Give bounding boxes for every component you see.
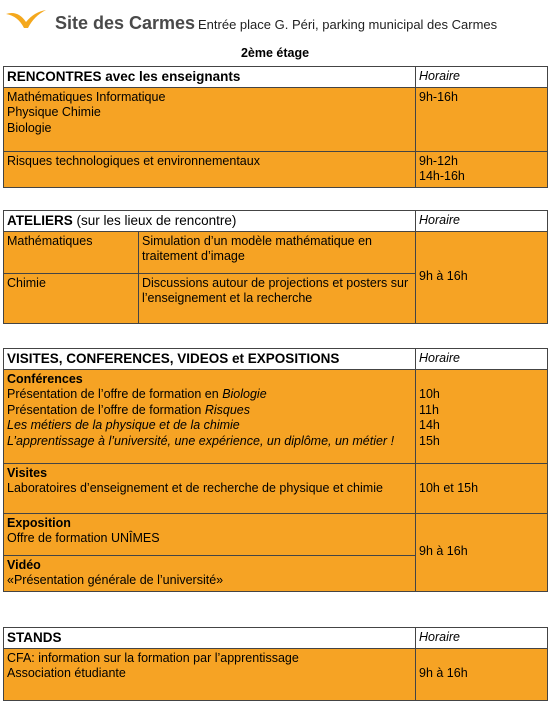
conference-text: Présentation de l’offre de formation (7, 402, 205, 417)
time-value: 14h-16h (419, 169, 465, 183)
ateliers-table (3, 210, 548, 324)
stand-item: CFA: information sur la formation par l’apprentissage (7, 650, 299, 665)
time-value: 9h-12h (419, 153, 458, 168)
rencontres-row (4, 151, 416, 187)
visites-heading: Visites (7, 465, 48, 480)
stand-item: Association étudiante (7, 666, 126, 680)
visites-horaire: Horaire (416, 349, 548, 370)
conference-text: Présentation de l’offre de formation en (7, 387, 223, 401)
visites-table (3, 348, 548, 592)
stands-title: STANDS (4, 628, 416, 649)
conference-item: Les métiers de la physique et de la chimie (7, 418, 240, 432)
time-value: 14h (419, 418, 440, 432)
conference-text-italic: Risques (204, 402, 250, 417)
expo-video-time: 9h à 16h (416, 513, 548, 591)
rencontres-subject: Biologie (7, 120, 52, 135)
exposition-heading: Exposition (7, 515, 71, 530)
rencontres-table (3, 66, 548, 188)
video-row (4, 555, 416, 591)
conferences-heading: Conférences (7, 371, 83, 386)
conferences-times (416, 369, 548, 463)
rencontres-time (416, 151, 548, 187)
ateliers-subject: Mathématiques (4, 231, 139, 273)
rencontres-subject: Physique Chimie (7, 105, 101, 119)
rencontres-horaire: Horaire (416, 67, 548, 88)
ateliers-time: 9h à 16h (416, 231, 548, 323)
ateliers-title-rest: (sur les lieux de rencontre) (72, 213, 237, 228)
time-value: 11h (419, 402, 439, 417)
time-value: 15h (419, 433, 440, 448)
ateliers-desc: Simulation d’un modèle mathématique en traitement d’image (139, 231, 416, 273)
visites-row (4, 463, 416, 513)
stands-row (4, 648, 416, 700)
stands-horaire: Horaire (416, 628, 548, 649)
floor-label: 2ème étage (240, 46, 310, 60)
visites-text: Laboratoires d’enseignement et de recherche de physique et chimie (7, 481, 383, 495)
ateliers-desc: Discussions autour de projections et posters sur l’enseignement et la recherche (139, 273, 416, 323)
ateliers-subject: Chimie (4, 273, 139, 323)
ateliers-title (4, 211, 416, 232)
rencontres-row (4, 87, 416, 151)
page-header (0, 0, 550, 40)
video-text: «Présentation générale de l’université» (7, 573, 224, 587)
time-value: 10h (419, 387, 440, 401)
stands-table (3, 627, 548, 701)
exposition-text: Offre de formation UNÎMES (7, 531, 160, 545)
visites-title: VISITES, CONFERENCES, VIDEOS et EXPOSITIONS (4, 349, 416, 370)
conference-text-italic: Biologie (222, 387, 267, 401)
conference-item: L’apprentissage à l’université, une expérience, un diplôme, un métier ! (7, 433, 395, 448)
time-value: 10h et 15h (419, 481, 479, 495)
time-value: 9h-16h (419, 89, 458, 104)
conference-item (7, 387, 412, 403)
ateliers-horaire: Horaire (416, 211, 548, 232)
conferences-row (4, 369, 416, 463)
conference-item (7, 403, 412, 419)
video-heading: Vidéo (7, 557, 41, 572)
exposition-row (4, 513, 416, 555)
logo-icon (4, 8, 48, 30)
site-title: Site des Carmes (55, 13, 196, 33)
stands-time: 9h à 16h (416, 648, 548, 700)
visites-time (416, 463, 548, 513)
rencontres-subject: Mathématiques Informatique (7, 89, 166, 104)
site-subtitle: Entrée place G. Péri, parking municipal des Carmes (198, 17, 498, 32)
rencontres-subject: Risques technologiques et environnementaux (7, 153, 260, 168)
rencontres-time (416, 87, 548, 151)
rencontres-title: RENCONTRES avec les enseignants (4, 67, 416, 88)
ateliers-title-bold: ATELIERS (7, 213, 73, 228)
